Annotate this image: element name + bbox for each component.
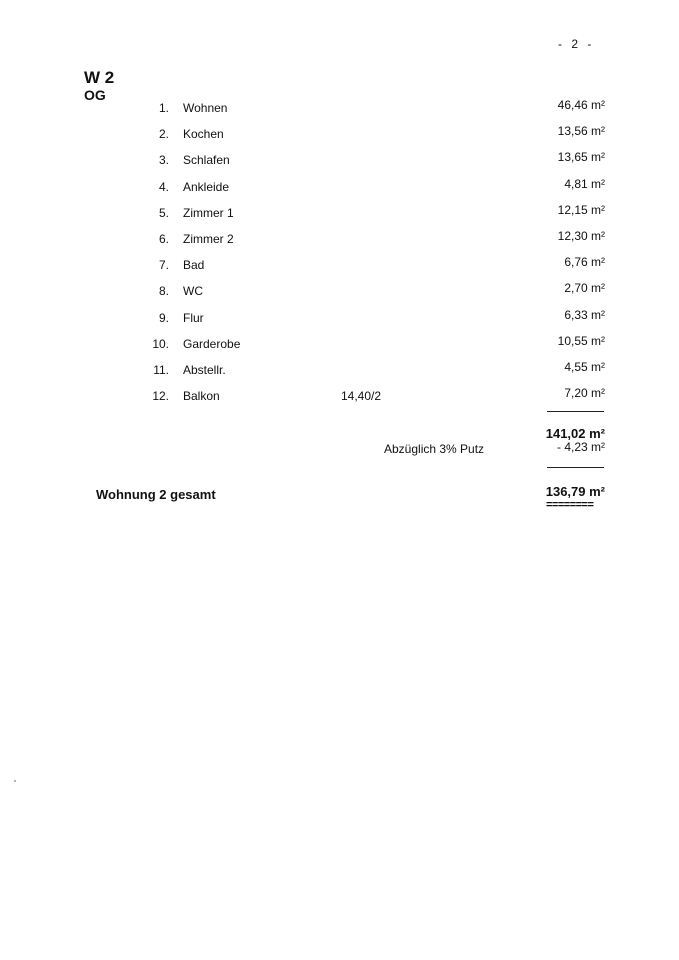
room-row: [0, 203, 679, 226]
room-number: 2.: [158, 127, 169, 141]
room-row: [0, 98, 679, 121]
room-name: Balkon: [183, 389, 220, 403]
room-name: Kochen: [183, 127, 224, 141]
deduction-value: - 4,23 m²: [556, 440, 605, 454]
room-name: Zimmer 1: [183, 206, 234, 220]
room-number: 11.: [153, 363, 169, 377]
room-area: 12,30 m²: [557, 229, 605, 243]
room-area: 4,55 m²: [564, 360, 605, 374]
room-name: Garderobe: [183, 337, 241, 351]
subtotal-value: 141,02 m²: [545, 426, 605, 441]
room-number: 10.: [152, 337, 169, 351]
room-area: 10,55 m²: [557, 334, 605, 348]
room-row: [0, 177, 679, 200]
room-name: Ankleide: [183, 180, 230, 194]
room-formula: 14,40/2: [341, 389, 382, 403]
room-number: 12.: [152, 389, 169, 403]
room-number: 1.: [158, 101, 169, 115]
room-row: [0, 360, 679, 383]
room-number: 3.: [158, 153, 169, 167]
room-number: 4.: [158, 180, 169, 194]
room-row: [0, 150, 679, 173]
room-area: 46,46 m²: [557, 98, 605, 112]
room-name: Flur: [183, 311, 204, 325]
unit-title: W 2: [84, 68, 115, 87]
room-number: 9.: [158, 311, 169, 325]
room-name: Abstellr.: [183, 363, 226, 377]
room-row: [0, 308, 679, 331]
room-name: Schlafen: [183, 153, 230, 167]
room-number: 6.: [158, 232, 169, 246]
room-row: [0, 229, 679, 252]
room-area: 13,56 m²: [557, 124, 605, 138]
room-area: 6,33 m²: [564, 308, 605, 322]
room-name: WC: [183, 284, 203, 298]
room-area: 12,15 m²: [557, 203, 605, 217]
room-number: 8.: [158, 284, 169, 298]
room-row: [0, 255, 679, 278]
room-name: Bad: [183, 258, 205, 272]
floor-label: OG: [84, 87, 106, 103]
room-area: 6,76 m²: [564, 255, 605, 269]
deduction-label: Abzüglich 3% Putz: [384, 442, 485, 456]
room-name: Wohnen: [183, 101, 228, 115]
total-label: Wohnung 2 gesamt: [96, 487, 216, 502]
room-area: 4,81 m²: [564, 177, 605, 191]
room-row: [0, 386, 679, 409]
sum-rule: [547, 411, 604, 412]
room-number: 5.: [158, 206, 169, 220]
room-area: 2,70 m²: [564, 281, 605, 295]
double-underline: ========: [546, 499, 594, 511]
room-row: [0, 124, 679, 147]
room-row: [0, 334, 679, 357]
room-row: [0, 281, 679, 304]
room-area: 13,65 m²: [557, 150, 605, 164]
total-rule: [547, 467, 604, 468]
total-value: 136,79 m²: [545, 484, 605, 499]
room-area: 7,20 m²: [564, 386, 605, 400]
room-number: 7.: [158, 258, 169, 272]
scan-speck: [14, 780, 16, 782]
page-number: - 2 -: [558, 37, 595, 51]
room-name: Zimmer 2: [183, 232, 234, 246]
